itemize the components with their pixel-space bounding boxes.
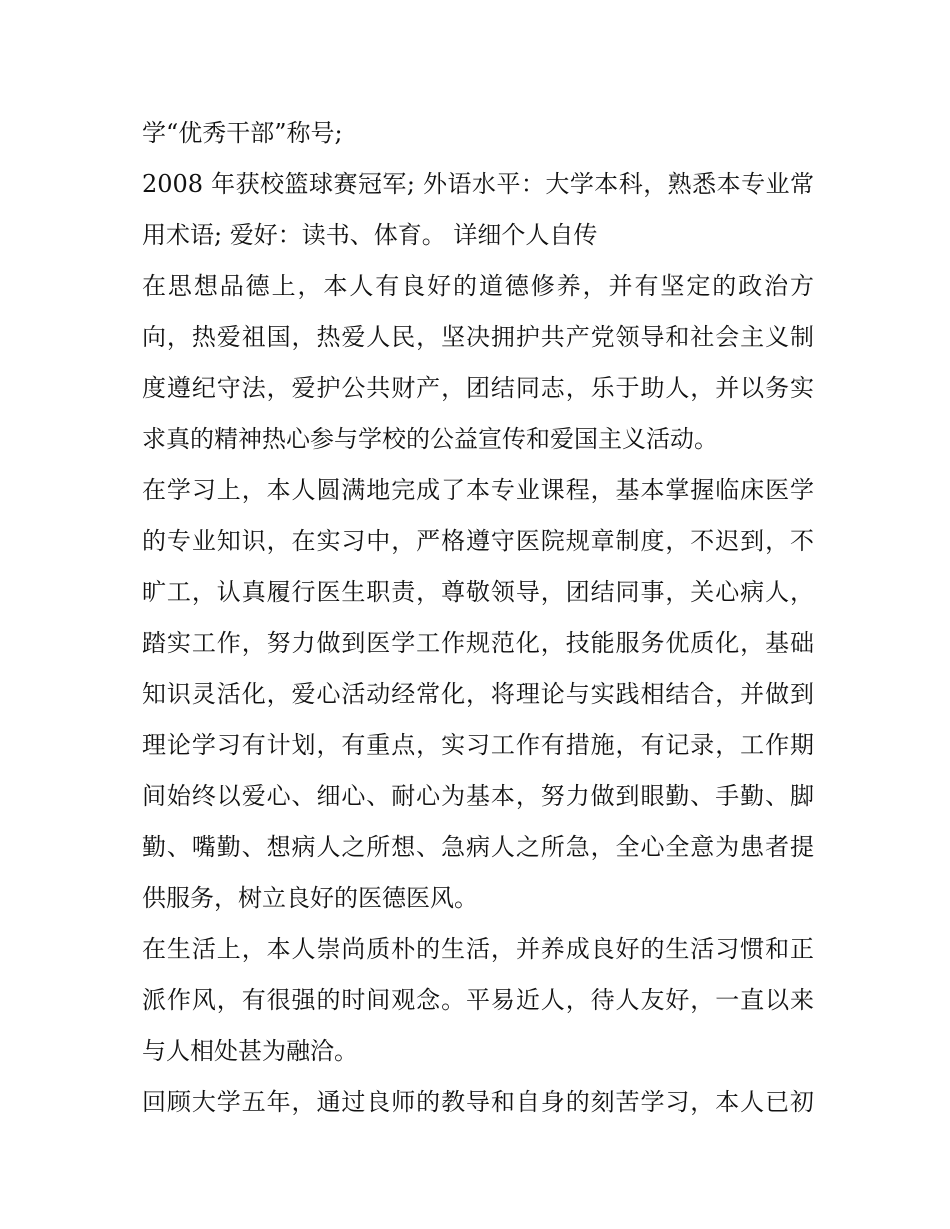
- text-line: 的专业知识，在实习中，严格遵守医院规章制度，不迟到，不: [142, 527, 814, 555]
- text-line: 间始终以爱心、细心、耐心为基本，努力做到眼勤、手勤、脚: [142, 782, 814, 810]
- text-line: 派作风，有很强的时间观念。平易近人，待人友好，一直以来: [142, 986, 814, 1014]
- text-line: 在生活上，本人崇尚质朴的生活，并养成良好的生活习惯和正: [142, 935, 814, 963]
- text-line: 学“优秀干部”称号;: [142, 119, 343, 147]
- document-body: [142, 108, 814, 1128]
- text-line: 在思想品德上，本人有良好的道德修养，并有坚定的政治方: [142, 272, 814, 300]
- text-line: 回顾大学五年，通过良师的教导和自身的刻苦学习，本人已初: [142, 1088, 814, 1116]
- text-line: 与人相处甚为融洽。: [142, 1037, 358, 1065]
- text-line: 供服务，树立良好的医德医风。: [142, 884, 478, 912]
- text-line: 踏实工作，努力做到医学工作规范化，技能服务优质化，基础: [142, 629, 814, 657]
- text-line: 勤、嘴勤、想病人之所想、急病人之所急，全心全意为患者提: [142, 833, 814, 861]
- text-line: 知识灵活化，爱心活动经常化，将理论与实践相结合，并做到: [142, 680, 814, 708]
- text-line: 度遵纪守法，爱护公共财产，团结同志，乐于助人，并以务实: [142, 374, 814, 402]
- text-line: 用术语; 爱好：读书、体育。 详细个人自传: [142, 221, 598, 249]
- text-line: 向，热爱祖国，热爱人民，坚决拥护共产党领导和社会主义制: [142, 323, 814, 351]
- text-line: 在学习上，本人圆满地完成了本专业课程，基本掌握临床医学: [142, 476, 814, 504]
- text-line: 理论学习有计划，有重点，实习工作有措施，有记录，工作期: [142, 731, 814, 759]
- text-line: 求真的精神热心参与学校的公益宣传和爱国主义活动。: [142, 425, 718, 453]
- text-line: 旷工，认真履行医生职责，尊敬领导，团结同事，关心病人，: [142, 578, 814, 606]
- text-line: 2008 年获校篮球赛冠军; 外语水平：大学本科，熟悉本专业常: [142, 170, 814, 198]
